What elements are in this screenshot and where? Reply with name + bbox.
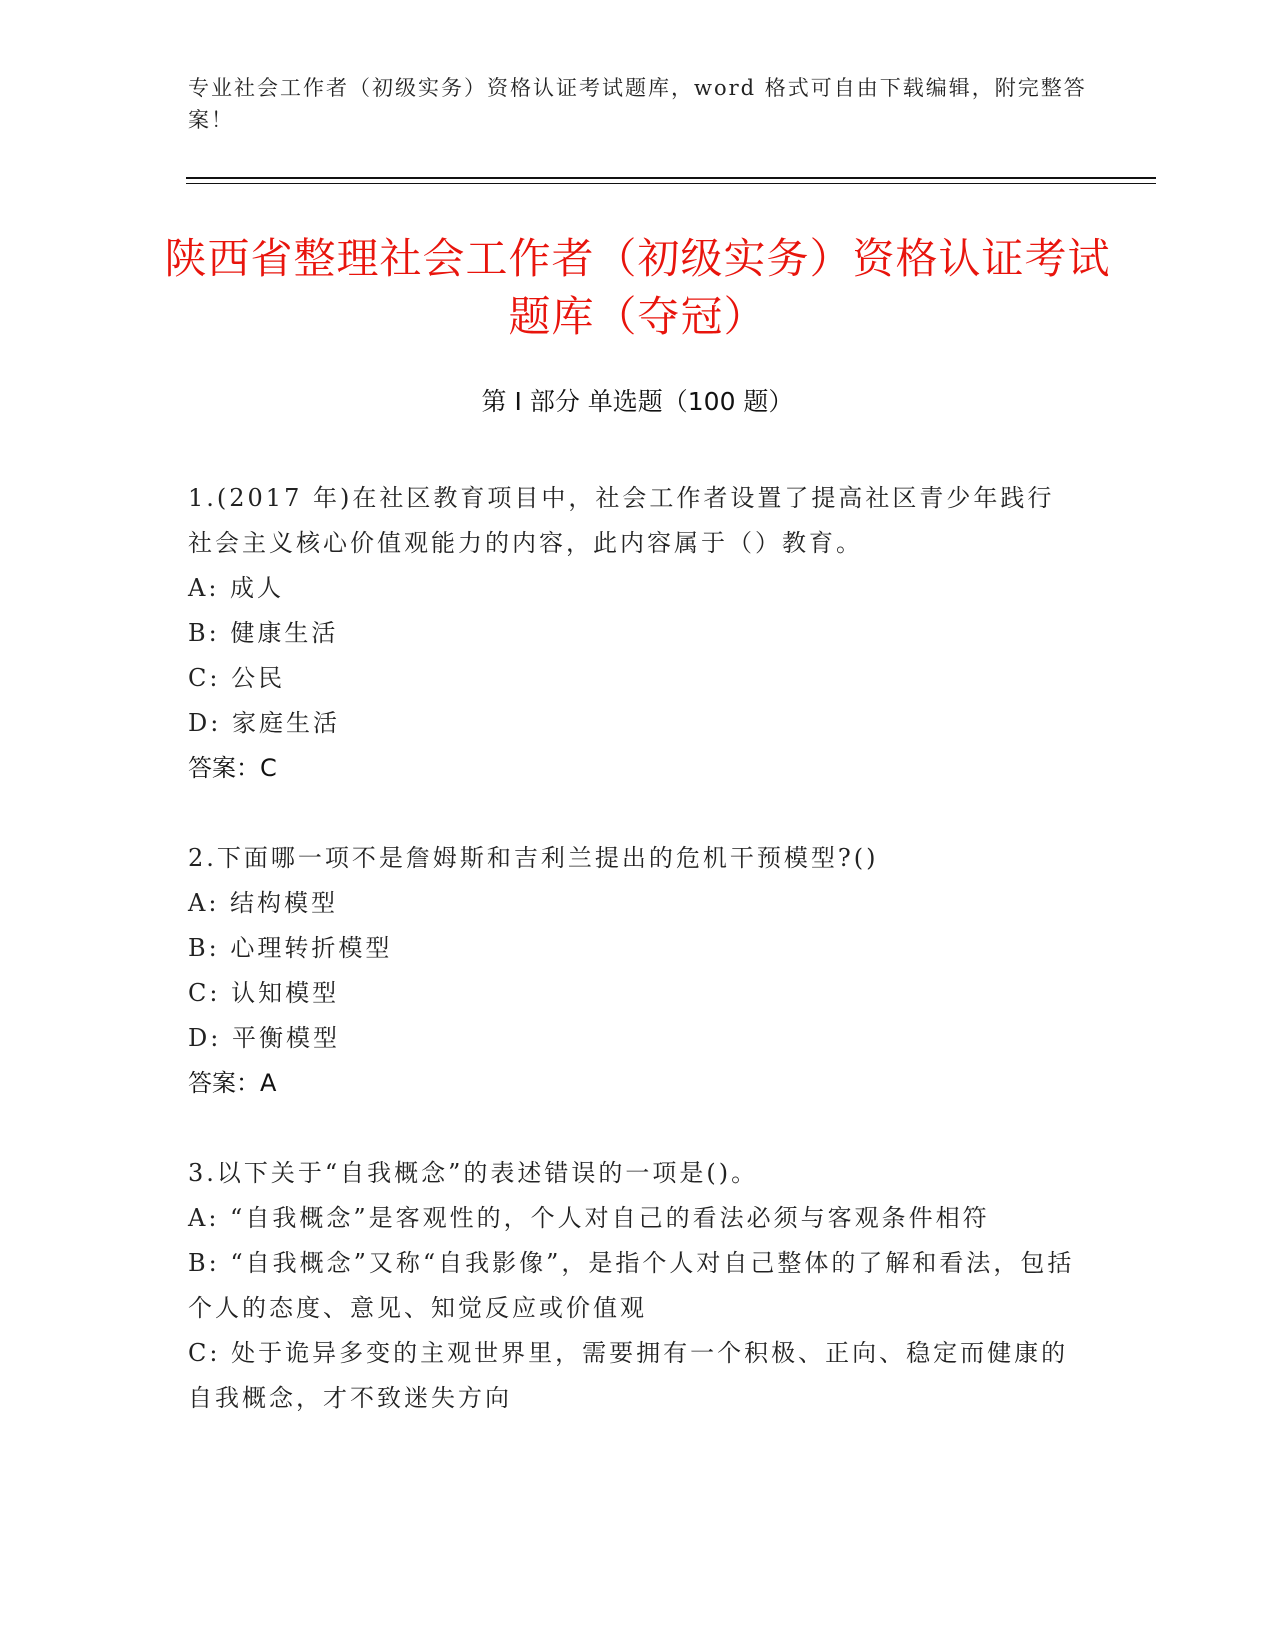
question-1 — [188, 476, 1078, 791]
option-a: A: 结构模型 — [188, 889, 339, 917]
option-c: C: 认知模型 — [188, 979, 340, 1007]
option-b: B: “自我概念”又称“自我影像”，是指个人对自己整体的了解和看法，包括个人的态度、意见、知觉反应或价值观 — [188, 1249, 1075, 1322]
header-note: 专业社会工作者（初级实务）资格认证考试题库，word 格式可自由下载编辑，附完整答案！ — [188, 76, 1087, 132]
option-b: B: 健康生活 — [188, 619, 339, 647]
question-stem: 1.(2017 年)在社区教育项目中，社会工作者设置了提高社区青少年践行社会主义核心价值观能力的内容，此内容属于（）教育。 — [188, 484, 1055, 557]
question-stem: 3.以下关于“自我概念”的表述错误的一项是()。 — [188, 1159, 759, 1187]
option-b: B: 心理转折模型 — [188, 934, 393, 962]
section-heading: 第 I 部分 单选题（100 题） — [481, 387, 794, 416]
question-stem: 2.下面哪一项不是詹姆斯和吉利兰提出的危机干预模型?() — [188, 844, 879, 872]
question-2 — [188, 836, 1078, 1106]
option-d: D: 家庭生活 — [188, 709, 340, 737]
option-d: D: 平衡模型 — [188, 1024, 340, 1052]
answer: 答案：C — [188, 754, 277, 782]
option-c: C: 处于诡异多变的主观世界里，需要拥有一个积极、正向、稳定而健康的自我概念，才不致迷失方向 — [188, 1339, 1069, 1412]
question-3 — [188, 1151, 1078, 1421]
option-a: A: 成人 — [188, 574, 285, 602]
document-title: 陕西省整理社会工作者（初级实务）资格认证考试题库（夺冠） — [164, 234, 1111, 341]
question-list — [188, 476, 1078, 1466]
answer: 答案：A — [188, 1069, 277, 1097]
header-divider-thin — [186, 183, 1156, 184]
header-divider-thick — [186, 177, 1156, 179]
option-a: A: “自我概念”是客观性的，个人对自己的看法必须与客观条件相符 — [188, 1204, 990, 1232]
option-c: C: 公民 — [188, 664, 286, 692]
